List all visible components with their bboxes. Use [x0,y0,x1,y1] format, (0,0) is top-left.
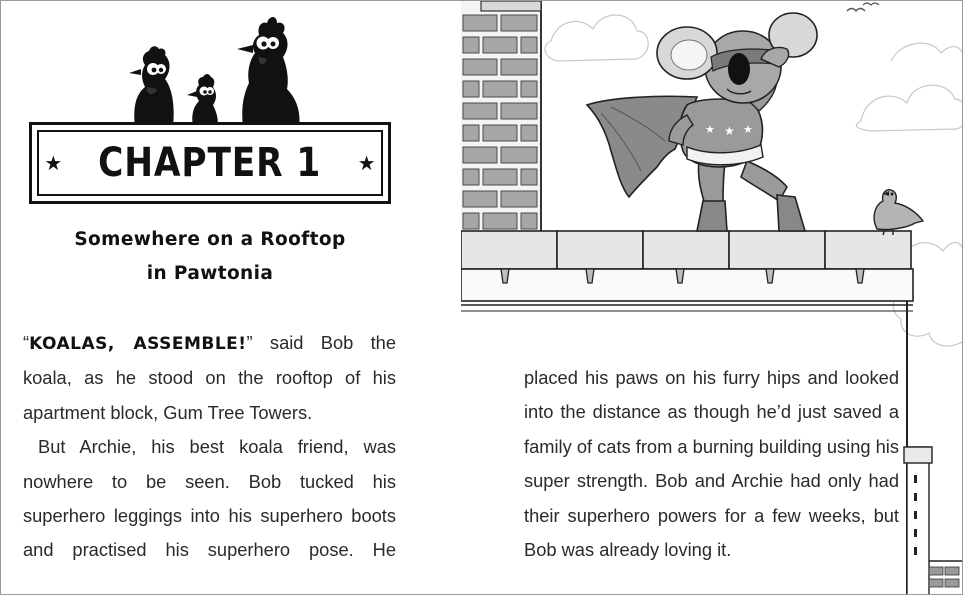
star-icon: ★ [357,151,376,175]
svg-text:★: ★ [724,124,735,138]
svg-text:★: ★ [705,123,715,136]
chapter-title: CHAPTER 1 [98,140,322,186]
close-quote: ” [246,332,253,353]
chapter-subtitle [1,223,419,291]
chapter-title-box [29,122,391,204]
open-quote: “ [23,332,30,353]
pigeon-illustration [874,190,923,235]
right-body-text [524,361,899,567]
shout-text: KOALAS, ASSEMBLE! [29,334,247,354]
chickens-illustration [121,9,311,127]
paragraph: But Archie, his best koala friend, was nowhere to be seen. Bob tucked his superhero leggings into his superhero boots and practised his superhero pose. He [23,436,396,561]
left-page [1,1,461,595]
paragraph: placed his paws on his furry hips and looked into the distance as though he’d just saved a family of cats from a burning building using his super strength. Bob and Archie had only had their superhero powers for a few weeks, but Bob was already loving it. [524,367,899,561]
paragraph-text: said Bob the koala, as he stood on the rooftop of his apartment block, Gum Tree Towers. [23,332,396,423]
subtitle-line-2: in Pawtonia [146,263,274,284]
star-icon: ★ [44,151,63,175]
left-body-text [23,326,396,568]
paragraph [23,326,396,430]
subtitle-line-1: Somewhere on a Rooftop [74,229,346,250]
chapter-title-frame [37,130,383,196]
svg-text:★: ★ [743,123,753,136]
